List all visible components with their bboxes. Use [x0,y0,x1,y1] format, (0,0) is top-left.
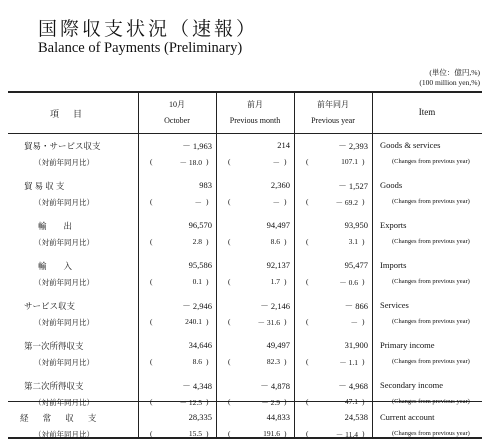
paren-open: ( [306,357,309,366]
paren-open: ( [228,157,231,166]
paren-open: ( [228,277,231,286]
paren-close: ) [362,317,365,326]
value-cell: － 4,878 [260,381,290,391]
paren-open: ( [228,357,231,366]
value-cell: － [272,198,280,207]
value-cell: 15.5 [188,429,202,438]
paren-close: ) [206,357,209,366]
value-cell: 82.3 [266,357,280,366]
paren-open: ( [150,317,153,326]
value-cell: 95,477 [344,260,368,270]
row-label-en: (Changes from previous year) [392,430,470,437]
table-top-rule [8,91,482,93]
row-label-jp: （対前年同月比） [34,278,94,287]
row-label-jp: （対前年同月比） [34,358,94,367]
row-label-jp: サービス収支 [24,301,76,311]
paren-open: ( [306,157,309,166]
paren-open: ( [150,357,153,366]
value-cell: 28,335 [188,412,212,422]
value-cell: 92,137 [266,260,290,270]
value-cell: － [350,318,358,327]
value-cell: － 11.4 [335,430,358,439]
table-row [8,297,482,315]
table-subrow-change [8,234,482,252]
unit-note-en: (100 million yen,%) [419,78,480,87]
paren-close: ) [284,237,287,246]
paren-open: ( [306,197,309,206]
paren-close: ) [206,277,209,286]
paren-open: ( [150,197,153,206]
paren-open: ( [150,157,153,166]
header-october-jp: 10月 [169,100,185,109]
table-subrow-change [8,194,482,212]
paren-open: ( [306,237,309,246]
paren-close: ) [206,197,209,206]
value-cell: 31,900 [344,340,368,350]
paren-open: ( [150,429,153,438]
row-label-jp: 経 常 収 支 [20,413,103,423]
row-label-en: (Changes from previous year) [392,358,470,365]
paren-close: ) [206,317,209,326]
table-subrow-change [8,154,482,172]
value-cell: － 31.6 [257,318,280,327]
header-october-en: October [164,116,190,125]
value-cell: 0.1 [192,277,202,286]
value-cell: 44,833 [266,412,290,422]
row-label-jp: 第一次所得収支 [24,341,84,351]
row-label-jp: （対前年同月比） [34,238,94,247]
row-label-jp: 貿 易 収 支 [24,181,65,191]
row-label-en: (Changes from previous year) [392,398,470,405]
paren-close: ) [284,357,287,366]
paren-open: ( [150,237,153,246]
row-label-en: Goods [380,180,403,190]
table-row [8,177,482,195]
row-label-en: (Changes from previous year) [392,238,470,245]
table-subrow-change [8,426,482,443]
header-prev-year-en: Previous year [311,116,355,125]
value-cell: － 1,527 [338,181,368,191]
value-cell: － 1,963 [182,141,212,151]
table-subrow-change [8,274,482,292]
value-cell: 96,570 [188,220,212,230]
paren-close: ) [362,197,365,206]
value-cell: 94,497 [266,220,290,230]
row-label-jp: 輸 出 [38,221,73,231]
page-title-jp: 国際収支状況（速報） [38,19,259,40]
unit-note-jp: (単位：億円,%) [429,68,480,77]
value-cell: － 1.1 [339,358,358,367]
page-title-en: Balance of Payments (Preliminary) [38,40,243,56]
value-cell: 93,950 [344,220,368,230]
paren-close: ) [284,157,287,166]
paren-close: ) [284,197,287,206]
value-cell: 1.7 [270,277,280,286]
value-cell: － 2.9 [261,398,280,407]
value-cell: － 0.6 [339,278,358,287]
table-subrow-change [8,314,482,332]
value-cell: 2,360 [270,180,290,190]
value-cell: － [194,198,202,207]
table-row [8,409,482,427]
row-label-en: Services [380,300,409,310]
value-cell: － 866 [344,301,368,311]
value-cell: 8.6 [192,357,202,366]
header-bottom-rule [8,133,482,134]
value-cell: 47.1 [344,397,358,406]
paren-close: ) [206,397,209,406]
header-prev-month-en: Previous month [229,116,281,125]
paren-open: ( [150,397,153,406]
value-cell: － 4,968 [338,381,368,391]
paren-open: ( [228,237,231,246]
paren-close: ) [362,157,365,166]
paren-open: ( [306,277,309,286]
value-cell: － [272,158,280,167]
value-cell: － 2,146 [260,301,290,311]
row-label-en: Goods & services [380,140,441,150]
paren-close: ) [284,317,287,326]
value-cell: 34,646 [188,340,212,350]
row-label-en: (Changes from previous year) [392,198,470,205]
row-label-en: (Changes from previous year) [392,318,470,325]
header-prev-month-jp: 前月 [247,100,263,109]
row-label-en: Exports [380,220,407,230]
row-label-en: Secondary income [380,380,444,390]
value-cell: － 2,946 [182,301,212,311]
paren-close: ) [362,277,365,286]
value-cell: 3.1 [348,237,358,246]
value-cell: － 2,393 [338,141,368,151]
row-label-en: (Changes from previous year) [392,158,470,165]
paren-open: ( [228,397,231,406]
paren-close: ) [206,157,209,166]
table-row [8,377,482,395]
value-cell: － 4,348 [182,381,212,391]
paren-close: ) [362,237,365,246]
table-row [8,337,482,355]
table-subrow-change [8,354,482,372]
paren-close: ) [284,397,287,406]
paren-close: ) [284,429,287,438]
value-cell: 2.8 [192,237,202,246]
balance-table [8,91,482,439]
paren-close: ) [362,397,365,406]
row-label-jp: （対前年同月比） [34,198,94,207]
row-label-en: (Changes from previous year) [392,278,470,285]
value-cell: 95,586 [188,260,212,270]
value-cell: 24,538 [344,412,368,422]
row-label-en: Primary income [380,340,435,350]
paren-open: ( [228,317,231,326]
value-cell: 214 [277,140,290,150]
header-item-jp: 項目 [49,109,96,119]
header-item-en: Item [418,107,436,117]
row-label-en: Imports [380,260,407,270]
row-label-en: Current account [380,412,435,422]
row-label-jp: 貿易・サービス収支 [24,141,101,151]
table-row [8,137,482,155]
table-row [8,217,482,235]
paren-open: ( [306,317,309,326]
paren-close: ) [362,357,365,366]
paren-open: ( [150,277,153,286]
value-cell: 8.6 [270,237,280,246]
value-cell: 107.1 [341,157,358,166]
value-cell: 191.6 [263,429,280,438]
row-label-jp: （対前年同月比） [34,318,94,327]
paren-open: ( [228,197,231,206]
value-cell: 49,497 [266,340,290,350]
value-cell: 240.1 [185,317,202,326]
paren-open: ( [306,397,309,406]
table-row [8,257,482,275]
value-cell: － 69.2 [335,198,358,207]
row-label-jp: 第二次所得収支 [24,381,84,391]
value-cell: 983 [199,180,212,190]
paren-close: ) [206,237,209,246]
header-prev-year-jp: 前年同月 [317,100,349,109]
value-cell: － 18.0 [179,158,202,167]
row-label-jp: （対前年同月比） [34,398,94,407]
paren-close: ) [362,429,365,438]
row-label-jp: （対前年同月比） [34,430,94,439]
row-label-jp: 輸 入 [38,261,73,271]
paren-close: ) [284,277,287,286]
row-label-jp: （対前年同月比） [34,158,94,167]
paren-open: ( [228,429,231,438]
paren-open: ( [306,429,309,438]
value-cell: － 12.5 [179,398,202,407]
paren-close: ) [206,429,209,438]
